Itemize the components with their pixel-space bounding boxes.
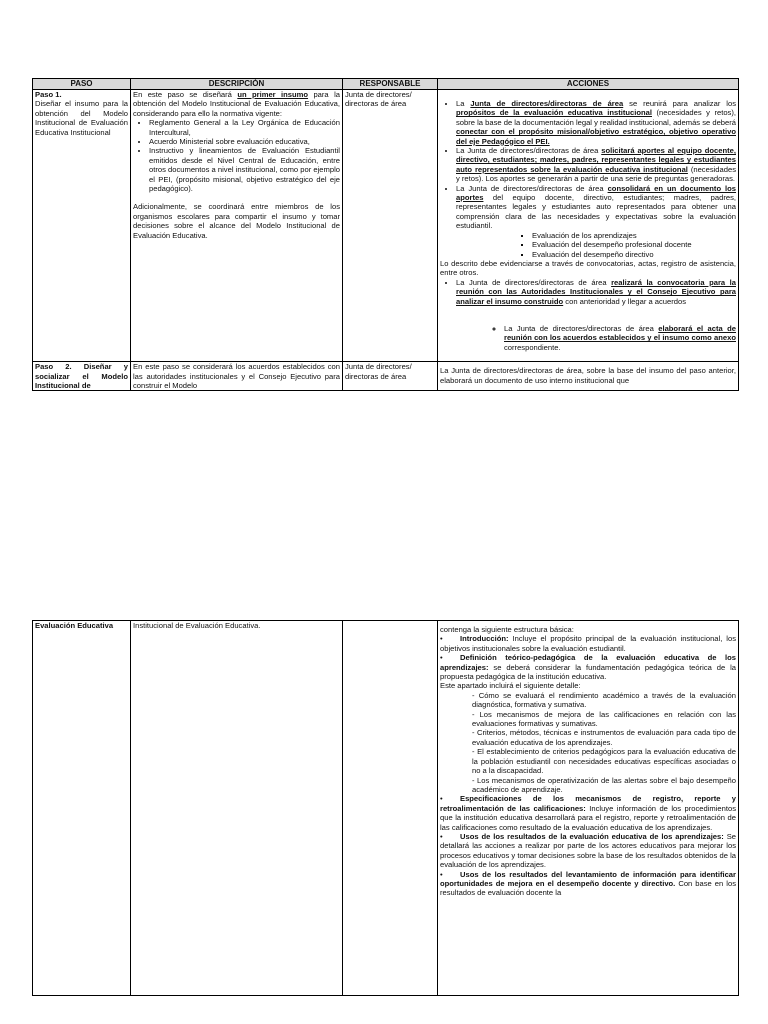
list-item: ▪ Evaluación del desempeño directivo [532, 250, 736, 259]
step2-actions-cont [438, 621, 739, 996]
process-table-continued [32, 620, 739, 996]
step1-paso-cell [33, 90, 131, 362]
uses2-item: • Usos de los resultados del levantamiento de información para identificar oportunidades de mejora en el desempeño docente y directivo. Con base en los resultados de evaluación docente la [440, 869, 736, 898]
step1-actions-list-3 [440, 324, 736, 352]
header-responsable: RESPONSABLE [343, 79, 438, 90]
list-item: • Instructivo y lineamientos de Evaluación Estudiantil emitidos desde el Nivel Central de Educación, entre otros documentos a nivel institucional, como por ejemplo el PEI, (propósito misional, objetivo estratégico del eje pedagógico). [149, 146, 340, 193]
list-item: • Acuerdo Ministerial sobre evaluación educativa, [149, 137, 340, 146]
step2-description-cell: En este paso se considerará los acuerdos establecidos con las autoridades institucionales y el Consejo Ejecutivo para construir el Modelo [131, 362, 343, 391]
step1-desc: En este paso se diseñará un primer insumo para la obtención del Modelo Institucional de Evaluación Educativa, considerando para ello la normativa vigente: [133, 90, 340, 118]
step1-actions-list-2 [440, 278, 736, 306]
step2-paso-cont: Evaluación Educativa [33, 621, 131, 996]
action-item: • La Junta de directores/directoras de área se reunirá para analizar los propósitos de la evaluación educativa institucional (necesidades y retos), sobre la base de la documentación legal y realidad institucional, además se deberá conectar con el propósito misional/objetivo estratégico, objetivo operativo del eje Pedagógico el PEI. [456, 99, 736, 146]
structure-intro: contenga la siguiente estructura básica: [440, 625, 574, 634]
header-descripcion: DESCRIPCIÓN [131, 79, 343, 90]
intro-item: • Introducción: Incluye el propósito principal de la evaluación institucional, los objetivos institucionales sobre la evaluación estudiantil. [440, 634, 736, 653]
table-row-step1 [33, 90, 739, 362]
step1-actions-cell [438, 90, 739, 362]
detail-item: - Los mecanismos de operativización de las alertas sobre el bajo desempeño académico de aprendizaje. [472, 775, 736, 794]
detail-intro: Este apartado incluirá el siguiente detalle: [440, 681, 581, 691]
step1-title: Paso 1. [35, 90, 62, 99]
process-table-top [32, 78, 739, 391]
list-item: • Reglamento General a la Ley Orgánica de Educación Intercultural, [149, 118, 340, 137]
step1-norms-list [133, 118, 340, 193]
step1-desc-extra: Adicionalmente, se coordinará entre miembros de los organismos escolares para compartir el insumo y tomar decisiones sobre el alcance del Modelo Institucional de Evaluación Educativa. [133, 202, 340, 240]
detail-item: - El establecimiento de criterios pedagógicos para la evaluación educativa de la población estudiantil con necesidades educativas específicas asociadas o no a la discapacidad. [472, 747, 736, 776]
header-acciones: ACCIONES [438, 79, 739, 90]
step2-responsable-cell: Junta de directores/ directoras de área [343, 362, 438, 391]
detail-item: - Criterios, métodos, técnicas e instrumentos de evaluación para cada tipo de evaluación educativa de los aprendizajes. [472, 728, 736, 747]
detail-item: - Cómo se evaluará el rendimiento académico a través de la evaluación diagnóstica, formativa y sumativa. [472, 690, 736, 710]
step1-responsable-cell: Junta de directores/ directoras de área [343, 90, 438, 362]
action-item: • La Junta de directores/directoras de área realizará la convocatoria para la reunión con las Autoridades Institucionales y el Consejo Ejecutivo para analizar el insumo construido con anterioridad y llegar a acuerdos [456, 278, 736, 306]
table-row-step2 [33, 362, 739, 391]
step2-responsable-cont [343, 621, 438, 996]
detail-item: - Los mecanismos de mejora de las calificaciones en relación con las evaluaciones formativas y sumativas. [472, 709, 736, 729]
action-item: ◦ La Junta de directores/directoras de área elaborará el acta de reunión con los acuerdos establecidos y el insumo como anexo correspondiente. [504, 324, 736, 352]
table-header-row [33, 79, 739, 90]
header-paso: PASO [33, 79, 131, 90]
list-item: ▪ Evaluación del desempeño profesional docente [532, 240, 736, 249]
evidence-text: Lo descrito debe evidenciarse a través de convocatorias, actas, registro de asistencia, entre otros. [440, 258, 736, 278]
action-item: • La Junta de directores/directoras de área solicitará aportes al equipo docente, directivo, estudiantes; madres, padres, representantes legales y estudiantes auto representados sobre la evaluación educativa institucional (necesidades y retos). Los aportes se generarán a partir de una serie de preguntas generadoras. [456, 146, 736, 184]
step2-actions-cell: La Junta de directores/directoras de área, sobre la base del insumo del paso anterior, elaborará un documento de uso interno institucional que [438, 362, 739, 391]
step2-paso-cell: Paso 2. Diseñar y socializar el Modelo Institucional de [33, 362, 131, 391]
action-item: • La Junta de directores/directoras de área consolidará en un documento los aportes del equipo docente, directivo, estudiantes; madres, padres, representantes legales y estudiantes auto representados para obtener una comprensión clara de las necesidades y expectativas sobre la evaluación estudiantil. [456, 184, 736, 231]
step1-name: Diseñar el insumo para la obtención del Modelo Institucional de Evaluación Educativa Institucional [35, 99, 128, 137]
list-item: ▪ Evaluación de los aprendizajes [532, 231, 736, 240]
definition-item: • Definición teórico-pedagógica de la evaluación educativa de los aprendizajes: se deberá considerar la fundamentación pedagógica teórica de la propuesta pedagógica de la institución educativa. [440, 653, 736, 682]
spec-item: • Especificaciones de los mecanismos de registro, reporte y retroalimentación de las calificaciones: Incluye información de los procedimientos que la institución educativa desarrollará para el registro, reporte y retroalimentación de las calificaciones como resultado de la evaluación educativa de los aprendizajes. [440, 794, 736, 832]
uses-item: • Usos de los resultados de la evaluación educativa de los aprendizajes: Se detallará las acciones a realizar por parte de los actores educativos para mejorar los procesos educativos y tomar decisiones sobre la base de los resultados obtenidos de la evaluación de los aprendizajes. [440, 831, 736, 870]
evaluation-types-list [440, 231, 736, 259]
step2-description-cont: Institucional de Evaluación Educativa. [131, 621, 343, 996]
step1-actions-list [440, 99, 736, 231]
table-row-step2-cont [33, 621, 739, 996]
step1-description-cell [131, 90, 343, 362]
